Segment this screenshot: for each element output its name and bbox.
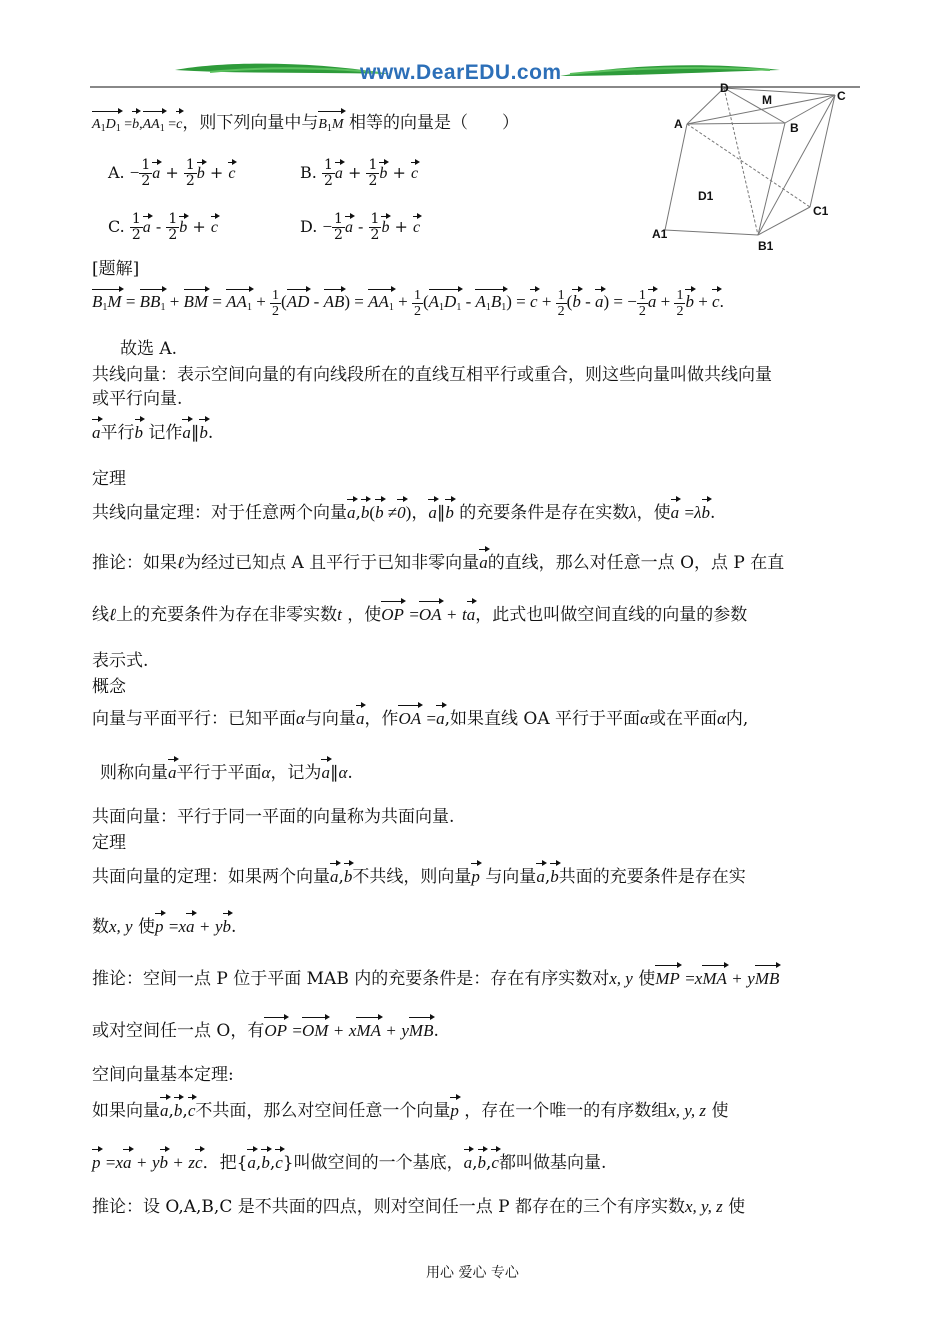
corollary1-line3: 表示式. [92, 651, 149, 671]
parallel-notation: a平行b 记作a∥b. [92, 423, 214, 443]
basic-theorem-line1: 如果向量a,b,c不共面，那么对空间任意一个向量p ，存在一个唯一的有序数组x, y, z 使 [92, 1101, 729, 1121]
basic-theorem-line2: p =xa + yb + zc．把{a,b,c}叫做空间的一个基底，a,b,c都叫做基向量. [92, 1153, 607, 1173]
collinear-definition: 共线向量：表示空间向量的有向线段所在的直线互相平行或重合，则这些向量叫做共线向量 [92, 365, 772, 385]
coplanar-theorem-line1: 共面向量的定理：如果两个向量a,b不共线，则向量p 与向量a,b共面的充要条件是存在实 [92, 867, 746, 887]
label-B1: B1 [758, 239, 774, 253]
site-url: www.DearEDU.com [360, 61, 562, 84]
label-D: D [720, 81, 729, 95]
label-A: A [674, 117, 683, 131]
label-C: C [837, 89, 846, 103]
corollary1-line2: 线ℓ上的充要条件为存在非零实数t ，使OP =OA + ta，此式也叫做空间直线的向量的参数 [92, 605, 748, 625]
concept-title: 概念 [92, 677, 126, 697]
corollary2-line2: 或对空间任一点 O，有OP =OM + xMA + yMB. [92, 1021, 439, 1041]
collinear-theorem: 共线向量定理：对于任意两个向量a,b(b ≠0)，a∥b 的充要条件是存在实数λ，使a =λb. [92, 503, 716, 523]
corollary2-line1: 推论：空间一点 P 位于平面 MAB 内的充要条件是：存在有序实数对x, y 使MP =xMA + yMB [92, 969, 780, 989]
option-c: C. $\frac{1}{2}$ a - $\frac{1}{2}$ b + c [108, 211, 218, 243]
option-d: D. − $\frac{1}{2}$ a - $\frac{1}{2}$ b + c [300, 211, 421, 243]
plane-parallel-line2: 则称向量a平行于平面α，记为a∥α. [100, 763, 353, 783]
corollary3-line1: 推论：设 O,A,B,C 是不共面的四点，则对空间任一点 P 都存在的三个有序实数x, y, z 使 [92, 1197, 746, 1217]
solution-formula: $B_1M = BB_1$ + BM = $AA_1$ + $\frac{1}{2}$ $(AD - AB) = AA_1$ + $\frac{1}{2}$ $(A_1D_1 - A_1B_1) = c$ + $\frac{1}{2}$ (b - a) = − $\frac{1}{2}$ a + $\frac{1}{2}$ b + c. [92, 288, 724, 319]
corollary1-line1: 推论：如果ℓ为经过已知点 A 且平行于已知非零向量a的直线，那么对任意一点 O，点 P 在直 [92, 553, 785, 573]
solution-label: [题解] [92, 259, 140, 279]
coplanar-definition: 共面向量：平行于同一平面的向量称为共面向量. [92, 807, 455, 827]
basic-theorem-title: 空间向量基本定理: [92, 1065, 234, 1085]
conclusion: 故选 A. [120, 339, 178, 359]
plane-parallel-line1: 向量与平面平行：已知平面α与向量a，作OA =a,如果直线 OA 平行于平面α或在平面α内, [92, 709, 749, 729]
label-M: M [762, 93, 772, 107]
theorem1-title: 定理 [92, 469, 126, 489]
label-C1: C1 [813, 204, 829, 218]
label-B: B [790, 121, 799, 135]
theorem2-title: 定理 [92, 833, 126, 853]
label-A1: A1 [652, 227, 668, 241]
option-b: B. $\frac{1}{2}$ a + $\frac{1}{2}$ b + c [300, 157, 419, 189]
collinear-definition-cont: 或平行向量. [92, 389, 183, 409]
coplanar-theorem-line2: 数x, y 使p =xa + yb. [92, 917, 237, 937]
option-a: A. − $\frac{1}{2}$ a + $\frac{1}{2}$ b + c [108, 157, 236, 189]
parallelepiped-figure [650, 80, 870, 260]
label-D1: D1 [698, 189, 714, 203]
page-footer: 用心 爱心 专心 [426, 1265, 519, 1281]
problem-stem: $A_1D_1 =b,AA_1 =c$，则下列向量中与$B_1M$ 相等的向量是（ ） [92, 112, 519, 140]
